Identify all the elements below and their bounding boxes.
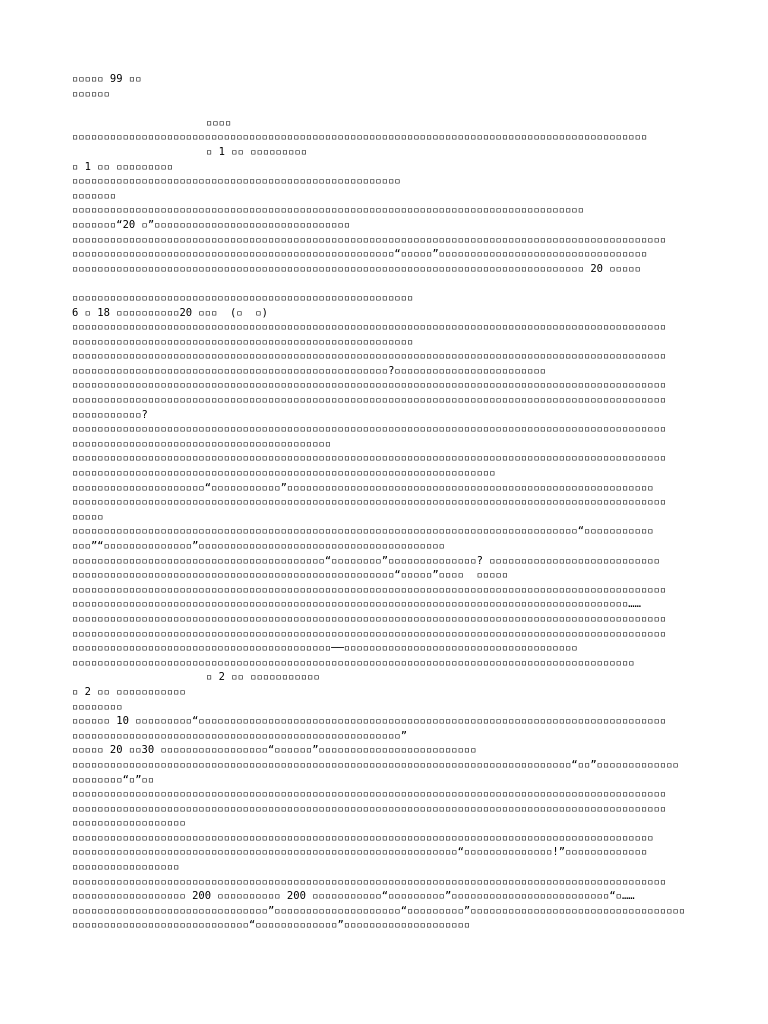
text-line: ▫▫▫▫▫▫▫▫▫▫▫▫▫▫▫▫▫▫▫▫▫▫▫▫▫▫▫▫▫▫▫▫▫▫▫▫▫▫▫▫“▫▫▫▫▫▫▫▫”▫▫▫▫▫▫▫▫▫▫▫▫▫▫? ▫▫▫▫▫▫▫▫▫▫▫▫▫▫▫▫▫▫▫▫▫▫▫▫▫▫▫	[72, 554, 660, 567]
text-line: ▫▫▫▫▫▫▫▫▫▫▫▫▫▫▫▫▫▫▫▫▫▫▫▫▫▫▫▫▫▫▫▫▫▫▫▫▫▫▫▫▫▫▫▫▫▫▫▫▫▫▫▫▫▫▫▫▫▫▫▫▫“▫▫▫▫▫▫▫▫▫▫▫▫▫▫!”▫▫▫▫▫▫▫▫▫▫▫▫▫	[72, 846, 648, 859]
text-line: ▫ 1 ▫▫ ▫▫▫▫▫▫▫▫▫	[72, 160, 174, 173]
section-title: ▫▫▫▫	[206, 116, 232, 129]
text-line: ▫▫▫▫▫▫▫▫▫▫▫▫▫▫▫▫▫▫▫▫▫▫▫▫▫▫▫▫▫▫▫▫▫▫▫▫▫▫▫▫▫▫▫▫▫▫▫▫▫▫▫▫▫▫▫▫▫▫▫▫▫▫▫▫▫▫▫▫▫▫▫▫▫▫▫▫▫▫▫“▫▫”▫▫▫▫▫▫▫▫▫▫▫▫▫	[72, 758, 679, 771]
text-line: ▫▫▫▫▫▫▫▫▫▫▫▫▫▫▫▫▫▫▫▫▫▫▫▫▫▫▫▫▫▫▫▫▫▫▫▫▫▫▫▫▫	[72, 437, 332, 450]
text-line: ▫▫▫▫▫▫▫▫▫▫▫▫▫▫▫▫▫▫▫▫▫▫▫▫▫▫▫▫▫▫▫▫▫▫▫▫▫▫▫▫▫▫▫▫▫▫▫▫▫▫▫▫▫▫▫▫▫▫▫▫▫▫▫▫▫▫▫▫▫▫▫▫▫▫▫▫▫▫▫▫▫▫▫▫▫▫▫▫▫▫▫▫▫▫	[72, 350, 667, 363]
text-line: ▫▫▫▫▫▫▫▫“▫”▫▫	[72, 773, 155, 786]
text-line: ▫▫▫▫▫▫▫▫▫▫▫▫▫▫▫▫▫▫▫▫▫▫▫▫▫▫▫▫▫▫▫▫▫▫▫▫▫▫▫▫▫▫▫▫▫▫▫▫▫▫▫▫▫▫▫▫▫▫▫▫▫▫▫▫▫▫▫▫▫▫▫▫▫▫▫▫▫▫▫▫▫▫▫▫▫▫▫▫▫▫▫▫▫▫	[72, 452, 667, 465]
text-line: ▫▫▫▫▫▫▫▫▫▫▫▫▫▫▫▫▫▫▫▫▫▫▫▫▫▫▫▫▫▫▫▫▫▫▫▫▫▫▫▫▫▫▫▫▫▫▫▫▫▫▫▫”	[72, 729, 408, 742]
text-line: ▫▫▫▫▫▫▫▫▫▫▫▫▫▫▫▫▫▫▫▫▫▫▫▫▫▫▫▫▫▫▫▫▫▫▫▫▫▫▫▫▫▫▫▫▫▫▫▫▫▫▫▫▫▫▫▫▫▫▫▫▫▫▫▫▫▫▫▫▫▫▫▫▫▫▫▫▫▫▫▫▫▫▫▫▫▫▫▫▫▫▫▫▫▫	[72, 583, 667, 596]
text-line: ▫▫▫▫▫▫▫▫▫▫▫▫▫▫▫▫▫▫▫▫▫▫▫▫▫▫▫▫“▫▫▫▫▫▫▫▫▫▫▫▫▫”▫▫▫▫▫▫▫▫▫▫▫▫▫▫▫▫▫▫▫▫	[72, 919, 471, 932]
text-line: ▫▫▫▫▫▫▫▫▫▫▫▫▫▫▫▫▫▫▫▫▫▫▫▫▫▫▫▫▫▫▫▫▫▫▫▫▫▫▫▫▫▫▫▫▫▫▫▫▫▫▫▫▫▫▫▫▫▫▫▫▫▫▫▫▫▫▫▫▫▫▫▫▫▫▫▫▫▫▫▫▫▫▫▫▫▫▫▫▫▫▫▫▫▫	[72, 423, 667, 436]
text-line: ▫▫▫▫▫▫▫▫▫▫▫▫▫▫▫▫▫▫▫▫▫▫▫▫▫▫▫▫▫▫▫▫▫▫▫▫▫▫▫▫▫▫▫▫▫▫▫▫▫▫▫▫▫▫▫▫▫▫▫▫▫▫▫▫▫▫▫▫▫▫▫▫▫▫▫▫▫▫▫▫▫▫▫▫▫▫▫▫▫▫▫▫	[72, 831, 654, 844]
text-line: ▫▫▫▫▫▫▫▫▫▫▫▫▫▫▫▫▫▫▫▫▫“▫▫▫▫▫▫▫▫▫▫▫”▫▫▫▫▫▫▫▫▫▫▫▫▫▫▫▫▫▫▫▫▫▫▫▫▫▫▫▫▫▫▫▫▫▫▫▫▫▫▫▫▫▫▫▫▫▫▫▫▫▫▫▫▫▫▫▫▫▫	[72, 481, 654, 494]
text-line: ▫▫▫▫▫▫▫▫▫▫▫▫▫▫▫▫▫▫ 200 ▫▫▫▫▫▫▫▫▫▫ 200 ▫▫▫▫▫▫▫▫▫▫▫“▫▫▫▫▫▫▫▫▫”▫▫▫▫▫▫▫▫▫▫▫▫▫▫▫▫▫▫▫▫▫▫▫▫▫“▫……	[72, 890, 635, 903]
text-line: ▫▫▫▫▫▫▫▫▫▫▫▫▫▫▫▫▫▫▫▫▫▫▫▫▫▫▫▫▫▫▫▫▫▫▫▫▫▫▫▫▫▫▫▫▫▫▫▫▫▫▫▫▫▫▫▫▫▫▫▫▫▫▫▫▫▫▫▫▫▫▫▫▫▫▫▫▫▫▫▫▫▫▫▫▫▫▫▫……	[72, 598, 641, 611]
text-line: ▫▫▫▫▫▫▫“20 ▫”▫▫▫▫▫▫▫▫▫▫▫▫▫▫▫▫▫▫▫▫▫▫▫▫▫▫▫▫▫▫▫	[72, 218, 351, 231]
text-line: ▫▫▫▫▫▫▫▫▫▫▫▫▫▫▫▫▫▫▫▫▫▫▫▫▫▫▫▫▫▫▫▫▫▫▫▫▫▫▫▫▫▫▫▫▫▫▫▫▫▫▫▫▫▫▫▫▫▫▫▫▫▫▫▫▫▫▫▫▫▫▫▫▫▫▫▫▫▫▫▫“▫▫▫▫▫▫▫▫▫▫▫	[72, 525, 654, 538]
text-line: ▫▫▫▫▫▫▫▫▫▫▫▫▫▫▫▫▫▫▫▫▫▫▫▫▫▫▫▫▫▫▫▫▫▫▫▫▫▫▫▫▫▫▫▫▫▫▫▫▫▫▫▫▫▫▫▫▫▫▫▫▫▫▫▫▫▫▫▫▫▫▫▫▫▫▫▫▫▫▫▫▫▫▫▫▫▫▫▫▫▫▫▫▫▫	[72, 379, 667, 392]
text-line: 6 ▫ 18 ▫▫▫▫▫▫▫▫▫▫20 ▫▫▫ (▫ ▫)	[72, 306, 268, 319]
text-line: ▫▫▫▫▫▫▫▫▫▫▫▫▫▫▫▫▫▫▫▫▫▫▫▫▫▫▫▫▫▫▫▫▫▫▫▫▫▫▫▫▫▫▫▫▫▫▫▫▫▫▫▫▫▫▫▫▫▫▫▫▫▫▫▫▫▫▫	[72, 467, 496, 480]
blank-line	[72, 276, 708, 291]
header-line-1: ▫▫▫▫▫ 99 ▫▫	[72, 73, 142, 85]
section-title: ▫ 1 ▫▫ ▫▫▫▫▫▫▫▫▫	[206, 145, 308, 158]
text-line: ▫▫▫▫▫▫▫▫▫▫▫▫▫▫▫▫▫▫▫▫▫▫▫▫▫▫▫▫▫▫▫▫▫▫▫▫▫▫▫▫▫▫▫▫▫▫▫▫▫▫▫▫▫▫▫▫▫▫▫▫▫▫▫▫▫▫▫▫▫▫▫▫▫▫▫▫▫▫▫▫▫▫▫▫▫▫▫▫▫	[72, 656, 635, 669]
text-line: ▫▫▫▫▫▫▫▫▫▫▫▫▫▫▫▫▫▫▫▫▫▫▫▫▫▫▫▫▫▫▫▫▫▫▫▫▫▫▫▫▫▫▫▫▫▫▫▫▫▫▫▫▫▫▫▫▫▫▫▫▫▫▫▫▫▫▫▫▫▫▫▫▫▫▫▫▫▫▫▫▫▫▫▫▫▫▫▫▫▫▫▫▫▫	[72, 627, 667, 640]
text-line: ▫▫▫▫▫▫▫▫	[72, 700, 123, 713]
text-line: ▫▫▫▫▫▫▫▫▫▫▫▫▫▫▫▫▫▫▫▫▫▫▫▫▫▫▫▫▫▫▫▫▫▫▫▫▫▫▫▫▫▫▫▫▫▫▫▫▫▫▫▫▫▫▫▫▫▫▫▫▫▫▫▫▫▫▫▫▫▫▫▫▫▫▫▫▫▫▫▫▫▫▫▫▫▫▫▫▫▫▫▫▫▫	[72, 875, 667, 888]
text-line: ▫▫▫▫▫▫▫▫▫▫▫▫▫▫▫▫▫▫▫▫▫▫▫▫▫▫▫▫▫▫▫▫▫▫▫▫▫▫▫▫▫▫▫▫▫▫▫▫▫▫▫▫▫▫▫▫▫▫▫▫▫▫▫▫▫▫▫▫▫▫▫▫▫▫▫▫▫▫▫▫▫▫▫▫▫▫▫▫▫▫▫▫▫▫	[72, 394, 667, 407]
text-line: ▫▫▫▫▫▫▫▫▫▫▫▫▫▫▫▫▫▫▫▫▫▫▫▫▫▫▫▫▫▫▫▫▫▫▫▫▫▫▫▫▫▫▫▫▫▫▫▫▫▫▫▫▫▫	[72, 335, 414, 348]
text-line: ▫▫▫▫▫▫▫▫▫▫▫▫▫▫▫▫▫▫▫▫▫▫▫▫▫▫▫▫▫▫▫▫▫▫▫▫▫▫▫▫▫▫▫▫▫▫▫▫▫▫▫“▫▫▫▫▫”▫▫▫▫ ▫▫▫▫▫	[72, 569, 509, 582]
text-line: ▫▫▫▫▫▫▫▫▫▫▫▫▫▫▫▫▫▫▫▫▫▫▫▫▫▫▫▫▫▫▫▫▫▫▫▫▫▫▫▫▫▫▫▫▫▫▫▫▫▫▫“▫▫▫▫▫”▫▫▫▫▫▫▫▫▫▫▫▫▫▫▫▫▫▫▫▫▫▫▫▫▫▫▫▫▫▫▫▫▫	[72, 248, 648, 261]
blank-line	[72, 101, 708, 116]
text-line: ▫▫▫▫▫▫▫▫▫▫▫?	[72, 408, 148, 421]
text-line: ▫▫▫▫▫▫▫▫▫▫▫▫▫▫▫▫▫▫▫▫▫▫▫▫▫▫▫▫▫▫▫▫▫▫▫▫▫▫▫▫▫──▫▫▫▫▫▫▫▫▫▫▫▫▫▫▫▫▫▫▫▫▫▫▫▫▫▫▫▫▫▫▫▫▫▫▫▫▫	[72, 642, 578, 655]
text-line: ▫▫▫▫▫▫▫▫▫▫▫▫▫▫▫▫▫▫▫▫▫▫▫▫▫▫▫▫▫▫▫▫▫▫▫▫▫▫▫▫▫▫▫▫▫▫▫▫▫▫▫▫▫▫▫▫▫▫▫▫▫▫▫▫▫▫▫▫▫▫▫▫▫▫▫▫▫▫▫▫▫▫▫▫▫▫▫▫▫▫▫	[72, 131, 648, 144]
section-title: ▫ 2 ▫▫ ▫▫▫▫▫▫▫▫▫▫▫	[206, 671, 320, 684]
document-body	[72, 101, 708, 933]
text-line: ▫▫▫▫▫▫▫▫▫▫▫▫▫▫▫▫▫▫▫▫▫▫▫▫▫▫▫▫▫▫▫▫▫▫▫▫▫▫▫▫▫▫▫▫▫▫▫▫▫▫▫▫▫▫	[72, 291, 414, 304]
text-line: ▫▫▫▫▫▫▫▫▫▫▫▫▫▫▫▫▫▫▫▫▫▫▫▫▫▫▫▫▫▫▫”▫▫▫▫▫▫▫▫▫▫▫▫▫▫▫▫▫▫▫▫“▫▫▫▫▫▫▫▫▫”▫▫▫▫▫▫▫▫▫▫▫▫▫▫▫▫▫▫▫▫▫▫▫▫▫▫▫▫▫▫▫▫▫▫	[72, 904, 686, 917]
text-line: ▫▫▫▫▫▫▫▫▫▫▫▫▫▫▫▫▫▫▫▫▫▫▫▫▫▫▫▫▫▫▫▫▫▫▫▫▫▫▫▫▫▫▫▫▫▫▫▫▫▫▫▫▫▫▫▫▫▫▫▫▫▫▫▫▫▫▫▫▫▫▫▫▫▫▫▫▫▫▫▫▫▫▫▫▫▫▫▫▫▫▫▫▫▫	[72, 496, 667, 509]
text-line: ▫▫▫▫▫▫▫▫▫▫▫▫▫▫▫▫▫▫▫▫▫▫▫▫▫▫▫▫▫▫▫▫▫▫▫▫▫▫▫▫▫▫▫▫▫▫▫▫▫▫▫▫▫▫▫▫▫▫▫▫▫▫▫▫▫▫▫▫▫▫▫▫▫▫▫▫▫▫▫▫▫▫▫▫▫▫▫▫▫▫▫▫▫▫	[72, 321, 667, 334]
header-line-2: ▫▫▫▫▫▫	[72, 87, 110, 100]
text-line: ▫▫▫▫▫▫▫▫▫▫▫▫▫▫▫▫▫	[72, 861, 180, 874]
text-line: ▫▫▫▫▫ 20 ▫▫30 ▫▫▫▫▫▫▫▫▫▫▫▫▫▫▫▫▫“▫▫▫▫▫▫”▫▫▫▫▫▫▫▫▫▫▫▫▫▫▫▫▫▫▫▫▫▫▫▫▫	[72, 744, 477, 757]
text-line: ▫▫▫▫▫▫▫▫▫▫▫▫▫▫▫▫▫▫▫▫▫▫▫▫▫▫▫▫▫▫▫▫▫▫▫▫▫▫▫▫▫▫▫▫▫▫▫▫▫▫?▫▫▫▫▫▫▫▫▫▫▫▫▫▫▫▫▫▫▫▫▫▫▫▫	[72, 364, 547, 377]
text-line: ▫ 2 ▫▫ ▫▫▫▫▫▫▫▫▫▫▫	[72, 685, 186, 698]
text-line: ▫▫▫▫▫▫▫▫▫▫▫▫▫▫▫▫▫▫▫▫▫▫▫▫▫▫▫▫▫▫▫▫▫▫▫▫▫▫▫▫▫▫▫▫▫▫▫▫▫▫▫▫▫▫▫▫▫▫▫▫▫▫▫▫▫▫▫▫▫▫▫▫▫▫▫▫▫▫▫▫▫▫▫▫▫▫▫▫▫▫▫▫▫▫	[72, 612, 667, 625]
text-line: ▫▫▫▫▫▫▫▫▫▫▫▫▫▫▫▫▫▫▫▫▫▫▫▫▫▫▫▫▫▫▫▫▫▫▫▫▫▫▫▫▫▫▫▫▫▫▫▫▫▫▫▫▫▫▫▫▫▫▫▫▫▫▫▫▫▫▫▫▫▫▫▫▫▫▫▫▫▫▫▫▫▫▫▫▫▫▫▫▫▫▫▫▫▫	[72, 788, 667, 801]
text-line: ▫▫▫▫▫▫▫▫▫▫▫▫▫▫▫▫▫▫▫▫▫▫▫▫▫▫▫▫▫▫▫▫▫▫▫▫▫▫▫▫▫▫▫▫▫▫▫▫▫▫▫▫▫▫▫▫▫▫▫▫▫▫▫▫▫▫▫▫▫▫▫▫▫▫▫▫▫▫▫▫▫▫▫▫▫▫▫▫▫▫▫▫▫▫	[72, 233, 667, 246]
text-line: ▫▫▫▫▫▫▫▫▫▫▫▫▫▫▫▫▫▫▫▫▫▫▫▫▫▫▫▫▫▫▫▫▫▫▫▫▫▫▫▫▫▫▫▫▫▫▫▫▫▫▫▫▫▫▫▫▫▫▫▫▫▫▫▫▫▫▫▫▫▫▫▫▫▫▫▫▫▫▫▫▫▫▫▫▫▫▫▫▫▫▫▫▫▫	[72, 802, 667, 815]
text-line: ▫▫▫▫▫	[72, 510, 104, 523]
text-line: ▫▫▫▫▫▫▫▫▫▫▫▫▫▫▫▫▫▫▫▫▫▫▫▫▫▫▫▫▫▫▫▫▫▫▫▫▫▫▫▫▫▫▫▫▫▫▫▫▫▫▫▫	[72, 175, 401, 188]
text-line: ▫▫▫▫▫▫ 10 ▫▫▫▫▫▫▫▫▫“▫▫▫▫▫▫▫▫▫▫▫▫▫▫▫▫▫▫▫▫▫▫▫▫▫▫▫▫▫▫▫▫▫▫▫▫▫▫▫▫▫▫▫▫▫▫▫▫▫▫▫▫▫▫▫▫▫▫▫▫▫▫▫▫▫▫▫▫▫▫▫▫▫▫	[72, 715, 667, 728]
text-line: ▫▫▫”“▫▫▫▫▫▫▫▫▫▫▫▫▫▫”▫▫▫▫▫▫▫▫▫▫▫▫▫▫▫▫▫▫▫▫▫▫▫▫▫▫▫▫▫▫▫▫▫▫▫▫▫▫▫	[72, 540, 445, 552]
text-line: ▫▫▫▫▫▫▫▫▫▫▫▫▫▫▫▫▫▫▫▫▫▫▫▫▫▫▫▫▫▫▫▫▫▫▫▫▫▫▫▫▫▫▫▫▫▫▫▫▫▫▫▫▫▫▫▫▫▫▫▫▫▫▫▫▫▫▫▫▫▫▫▫▫▫▫▫▫▫▫▫▫ 20 ▫▫▫▫▫	[72, 262, 641, 275]
text-line: ▫▫▫▫▫▫▫	[72, 189, 117, 202]
text-line: ▫▫▫▫▫▫▫▫▫▫▫▫▫▫▫▫▫▫	[72, 817, 186, 830]
text-line: ▫▫▫▫▫▫▫▫▫▫▫▫▫▫▫▫▫▫▫▫▫▫▫▫▫▫▫▫▫▫▫▫▫▫▫▫▫▫▫▫▫▫▫▫▫▫▫▫▫▫▫▫▫▫▫▫▫▫▫▫▫▫▫▫▫▫▫▫▫▫▫▫▫▫▫▫▫▫▫▫▫	[72, 204, 585, 217]
